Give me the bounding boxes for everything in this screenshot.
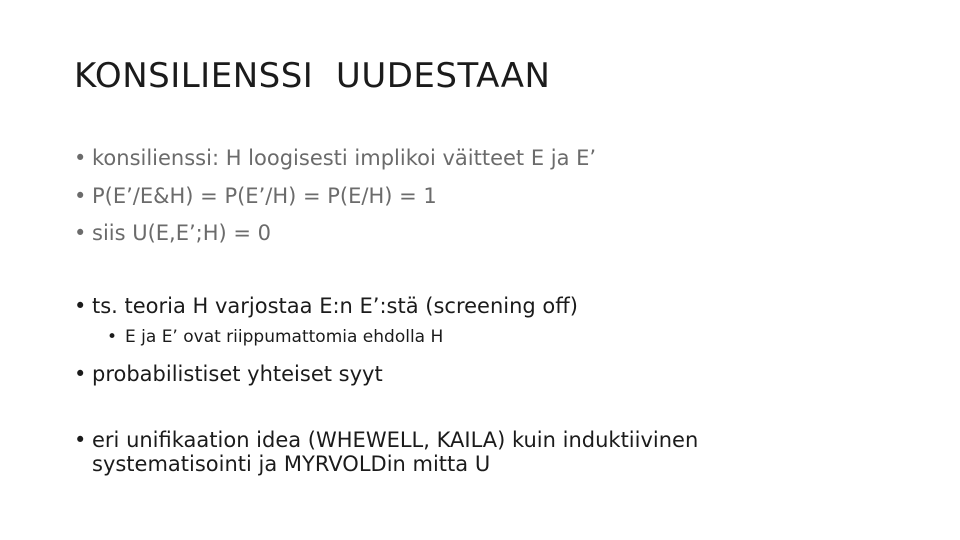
bullet-dot: • xyxy=(74,362,87,386)
bullet-text: siis U(E,E’;H) = 0 xyxy=(92,221,272,245)
bullet-probability-equation xyxy=(74,184,437,208)
bullet-dot: • xyxy=(74,221,87,245)
bullet-consilience-definition xyxy=(74,146,596,170)
bullet-text: probabilistiset yhteiset syyt xyxy=(92,362,383,386)
bullet-dot: • xyxy=(74,294,87,318)
bullet-text: konsilienssi: H loogisesti implikoi väitteet E ja E’ xyxy=(92,146,597,170)
bullet-dot: • xyxy=(74,428,87,452)
bullet-screening-off xyxy=(74,294,578,318)
bullet-dot: • xyxy=(74,146,87,170)
bullet-text: ts. teoria H varjostaa E:n E’:stä (screening off) xyxy=(92,294,578,318)
bullet-unification-zero xyxy=(74,221,271,245)
bullet-common-causes xyxy=(74,362,383,386)
bullet-text: P(E’/E&H) = P(E’/H) = P(E/H) = 1 xyxy=(92,184,437,208)
bullet-dot: • xyxy=(74,184,87,208)
slide-title: KONSILIENSSI UUDESTAAN xyxy=(74,56,551,96)
bullet-dot: • xyxy=(107,327,118,347)
bullet-text: eri unifikaation idea (WHEWELL, KAILA) kuin induktiivinen systematisointi ja MYRVOLDin mitta U xyxy=(92,428,699,477)
sub-bullet-text: E ja E’ ovat riippumattomia ehdolla H xyxy=(125,327,444,347)
sub-bullet-independence xyxy=(107,328,443,348)
bullet-unification-idea xyxy=(74,428,772,476)
